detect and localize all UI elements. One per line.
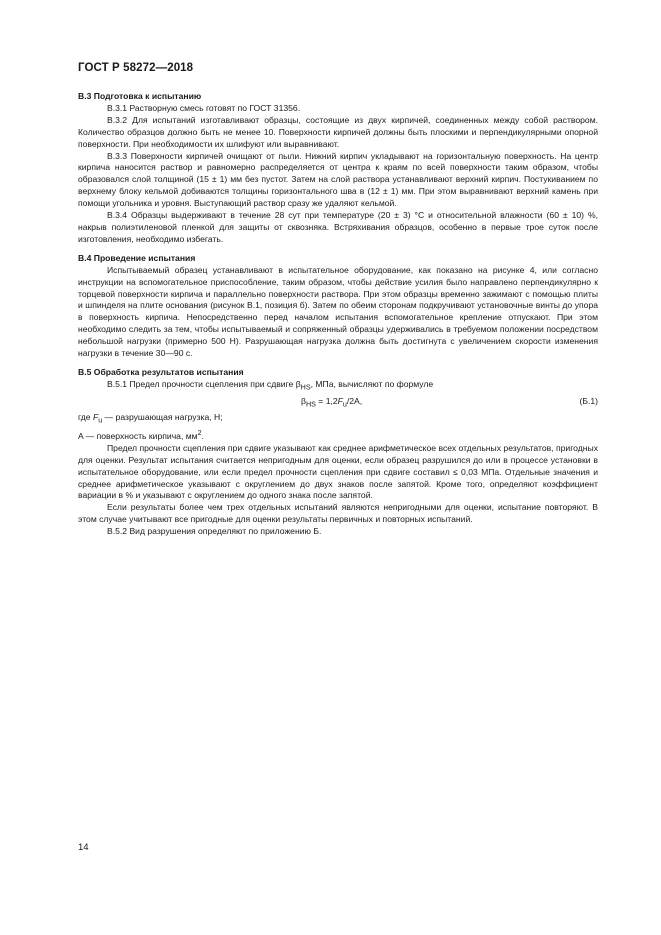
section-b3-heading: В.3 Подготовка к испытанию <box>78 91 202 101</box>
paragraph-b3-3: В.3.3 Поверхности кирпичей очищают от пыли. Нижний кирпич укладывают на горизонтальную поверхность. На центр кирпича наносится раствор и равномерно распределяется от центра к краям по всей поверхности таким образом, чтобы образовался слой толщиной (15 ± 1) мм без пустот. Затем на слой раствора устанавливают верхний кирпич. Постукиванием по верхнему блоку кельмой добиваются толщины горизонтального шва в (12 ± 1) мм. При этом выравнивают верхний камень при помощи угольника и уровня. Выступающий раствор сразу же удаляют кельмой. <box>78 150 598 209</box>
paragraph-b5-2: Предел прочности сцепления при сдвиге указывают как среднее арифметическое всех отдельных результатов, пригодных для оценки. Результат испытания считается непригодным для оценки, если образец разрушился до или в процессе установки в испытательное оборудование, или если предел прочности сцепления при сдвиге составил ≤ 0,03 МПа. Отдельные значения и среднее арифметическое указывают с округлением до двух знаков после запятой. Кроме того, определяют коэффициент вариации в % и указывают с округлением до одного знака после запятой. <box>78 442 598 501</box>
section-b4-heading: В.4 Проведение испытания <box>78 252 196 263</box>
formula-number: (Б.1) <box>579 396 598 407</box>
paragraph-b3-1: В.3.1 Растворную смесь готовят по ГОСТ 31356. <box>107 102 301 113</box>
paragraph-b5-1: В.5.1 Предел прочности сцепления при сдвиге $\beta_{HS}$, МПа, вычисляют по формуле <box>107 378 434 392</box>
legend-area: A — поверхность кирпича, $мм^2$. <box>78 429 204 441</box>
section-b5-heading: В.5 Обработка результатов испытания <box>78 366 244 377</box>
paragraph-b5-4: В.5.2 Вид разрушения определяют по приложению Б. <box>107 526 322 537</box>
paragraph-b4-1: Испытываемый образец устанавливают в испытательное оборудование, как показано на рисунке 4, или согласно инструкции на вспомогательное приспособление, таким образом, чтобы действие усилия было направлено перпендикулярно к торцевой поверхности кирпича и параллельно поверхности раствора. При этом образцы временно зажимают с помощью плиты и шпинделя на плите основания (рисунок В.1, позиция б). Затем по обеим сторонам подкручивают установочные винты до упора в поверхность кирпича. Непосредственно перед началом испытания вспомогательное крепление отпускают. При этом необходимо следить за тем, чтобы испытываемый и сопряженный образцы удерживались в требуемом положении посредством небольшой нагрузки (примерно 500 Н). Разрушающая нагрузка должна быть достигнута с увеличением скорости изменения нагрузки в течение 30—90 с. <box>78 264 598 359</box>
page-number: 14 <box>78 842 89 853</box>
formula-expression: $\beta_{HS} = 1,2F_u/2A$, <box>301 396 363 410</box>
legend-force: где $F_u$ — разрушающая нагрузка, Н; <box>78 412 223 426</box>
standard-header: ГОСТ Р 58272—2018 <box>78 62 194 74</box>
formula-b1 <box>78 395 598 410</box>
paragraph-b3-2: В.3.2 Для испытаний изготавливают образцы, состоящие из двух кирпичей, соединенных между собой раствором. Количество образцов должно быть не менее 10. Поверхности кирпичей должны быть плоскими и перпендикулярными опорной поверхности. При необходимости их шлифуют или выравнивают. <box>78 114 598 149</box>
paragraph-b5-3: Если результаты более чем трех отдельных испытаний являются непригодными для оценки, испытание повторяют. В этом случае учитывают все пригодные для оценки результаты первичных и повторных испытаний. <box>78 502 598 525</box>
page-content <box>78 91 598 538</box>
paragraph-b3-4: В.3.4 Образцы выдерживают в течение 28 сут при температуре (20 ± 3) °С и относительной влажности (60 ± 10) %, накрыв полиэтиленовой пленкой для защиты от сквозняка. Встряхивания образцов, особенно в первые трое суток после изготовления, необходимо избегать. <box>78 210 598 244</box>
